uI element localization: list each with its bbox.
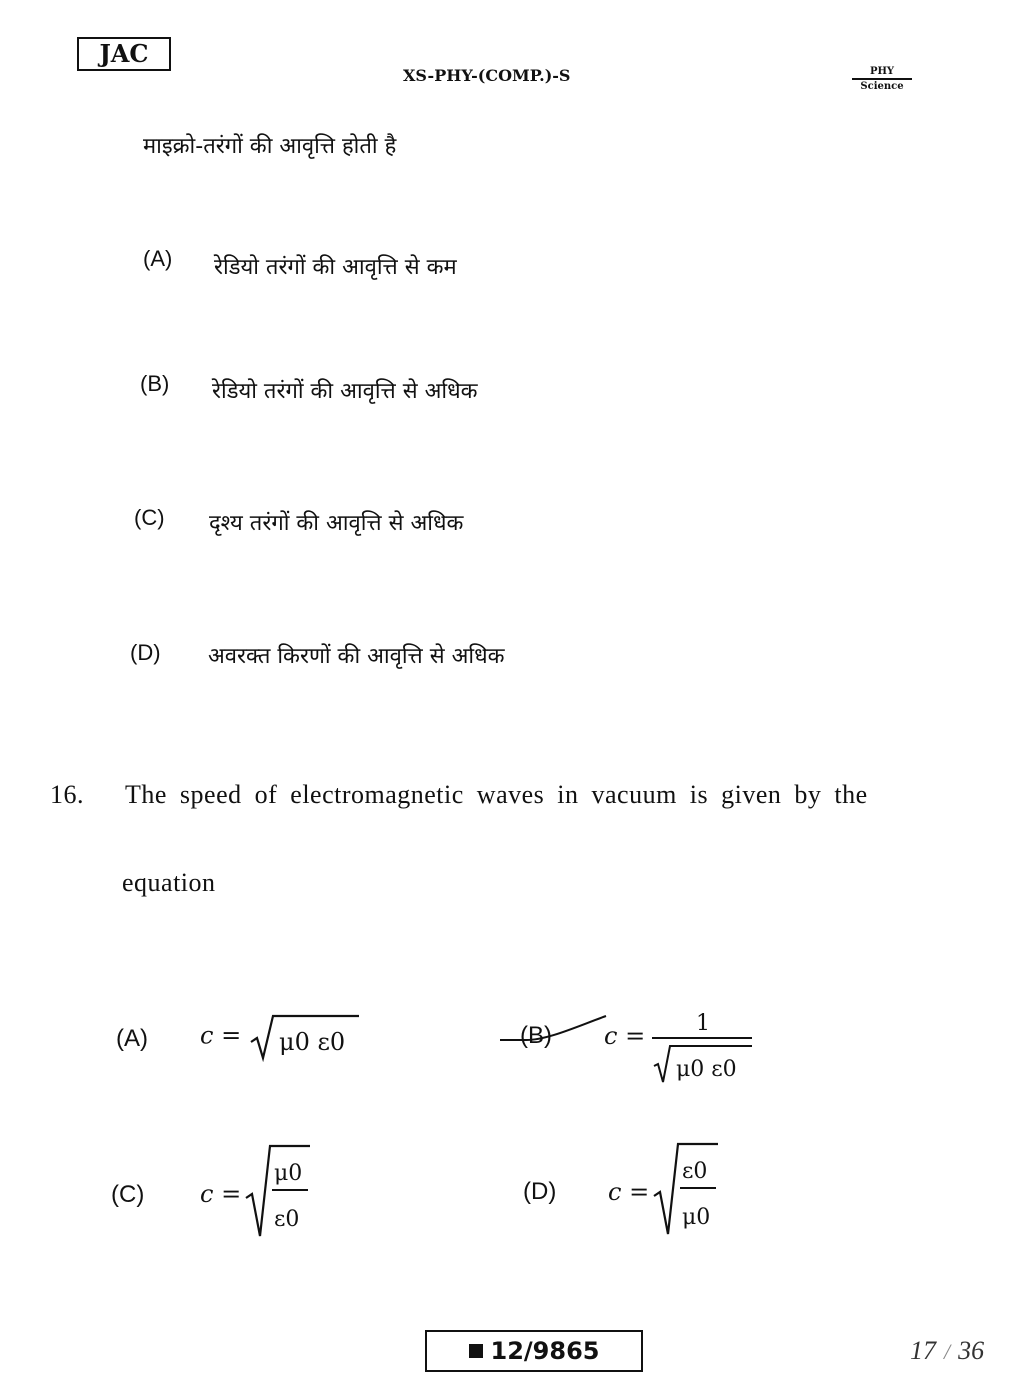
page-separator: / [944, 1339, 951, 1364]
square-bullet-icon [469, 1344, 483, 1358]
q16-option-a-lhs: c = [200, 1021, 242, 1050]
q16-option-b-numerator: 1 [696, 1011, 710, 1036]
q16-option-d-label: (D) [523, 1178, 557, 1205]
square-root-icon [249, 1012, 361, 1062]
fraction-with-root [648, 1008, 756, 1086]
page-current: 17 [910, 1336, 936, 1365]
q16-option-d-denominator: μ0 [682, 1205, 711, 1230]
page-number [910, 1336, 984, 1366]
subject-code-top: PHY [852, 66, 912, 80]
q16-option-b-label: (B) [520, 1022, 552, 1049]
question-15-stem: माइक्रो-तरंगों की आवृत्ति होती है [143, 134, 397, 159]
board-name: JAC [99, 39, 149, 68]
q15-option-c-label: (C) [134, 505, 165, 530]
subject-code-bottom: Science [860, 81, 904, 92]
fraction-under-root [244, 1142, 314, 1240]
subject-code [842, 66, 922, 94]
q15-option-b-label: (B) [140, 371, 170, 396]
q16-option-d-lhs: c = [608, 1178, 650, 1206]
q15-option-d-label: (D) [130, 640, 161, 665]
q16-option-b-denominator: μ0 ε0 [676, 1057, 737, 1082]
q16-option-c-label: (C) [111, 1181, 145, 1208]
booklet-code: 12/9865 [490, 1337, 600, 1365]
q15-option-c-text: दृश्य तरंगों की आवृत्ति से अधिक [209, 511, 464, 536]
q15-option-b-text: रेडियो तरंगों की आवृत्ति से अधिक [212, 379, 478, 404]
q16-option-c-lhs: c = [200, 1180, 242, 1208]
q15-option-d-text: अवरक्त किरणों की आवृत्ति से अधिक [208, 644, 505, 669]
q16-option-a-formula [200, 1012, 361, 1062]
board-logo-box [77, 37, 171, 71]
q16-option-c-numerator: μ0 [274, 1161, 303, 1186]
fraction-under-root [652, 1140, 722, 1238]
booklet-code-box [425, 1330, 643, 1372]
q16-option-a-label: (A) [116, 1025, 148, 1052]
q15-option-a-text: रेडियो तरंगों की आवृत्ति से कम [214, 255, 457, 280]
q16-option-c-denominator: ε0 [274, 1207, 300, 1232]
strike-out-mark [498, 1014, 610, 1046]
q16-option-d-numerator: ε0 [682, 1159, 708, 1184]
q16-option-a-expr: μ0 ε0 [278, 1028, 346, 1056]
question-16-number: 16. [50, 780, 84, 809]
q16-option-b-lhs: c = [604, 1022, 646, 1050]
question-16-stem-line2: equation [122, 868, 216, 897]
question-16-stem-line1: The speed of electromagnetic waves in vacuum is given by the [125, 780, 868, 809]
q15-option-a-label: (A) [143, 246, 173, 271]
paper-code: XS-PHY-(COMP.)-S [403, 66, 571, 85]
page-total: 36 [958, 1336, 985, 1365]
